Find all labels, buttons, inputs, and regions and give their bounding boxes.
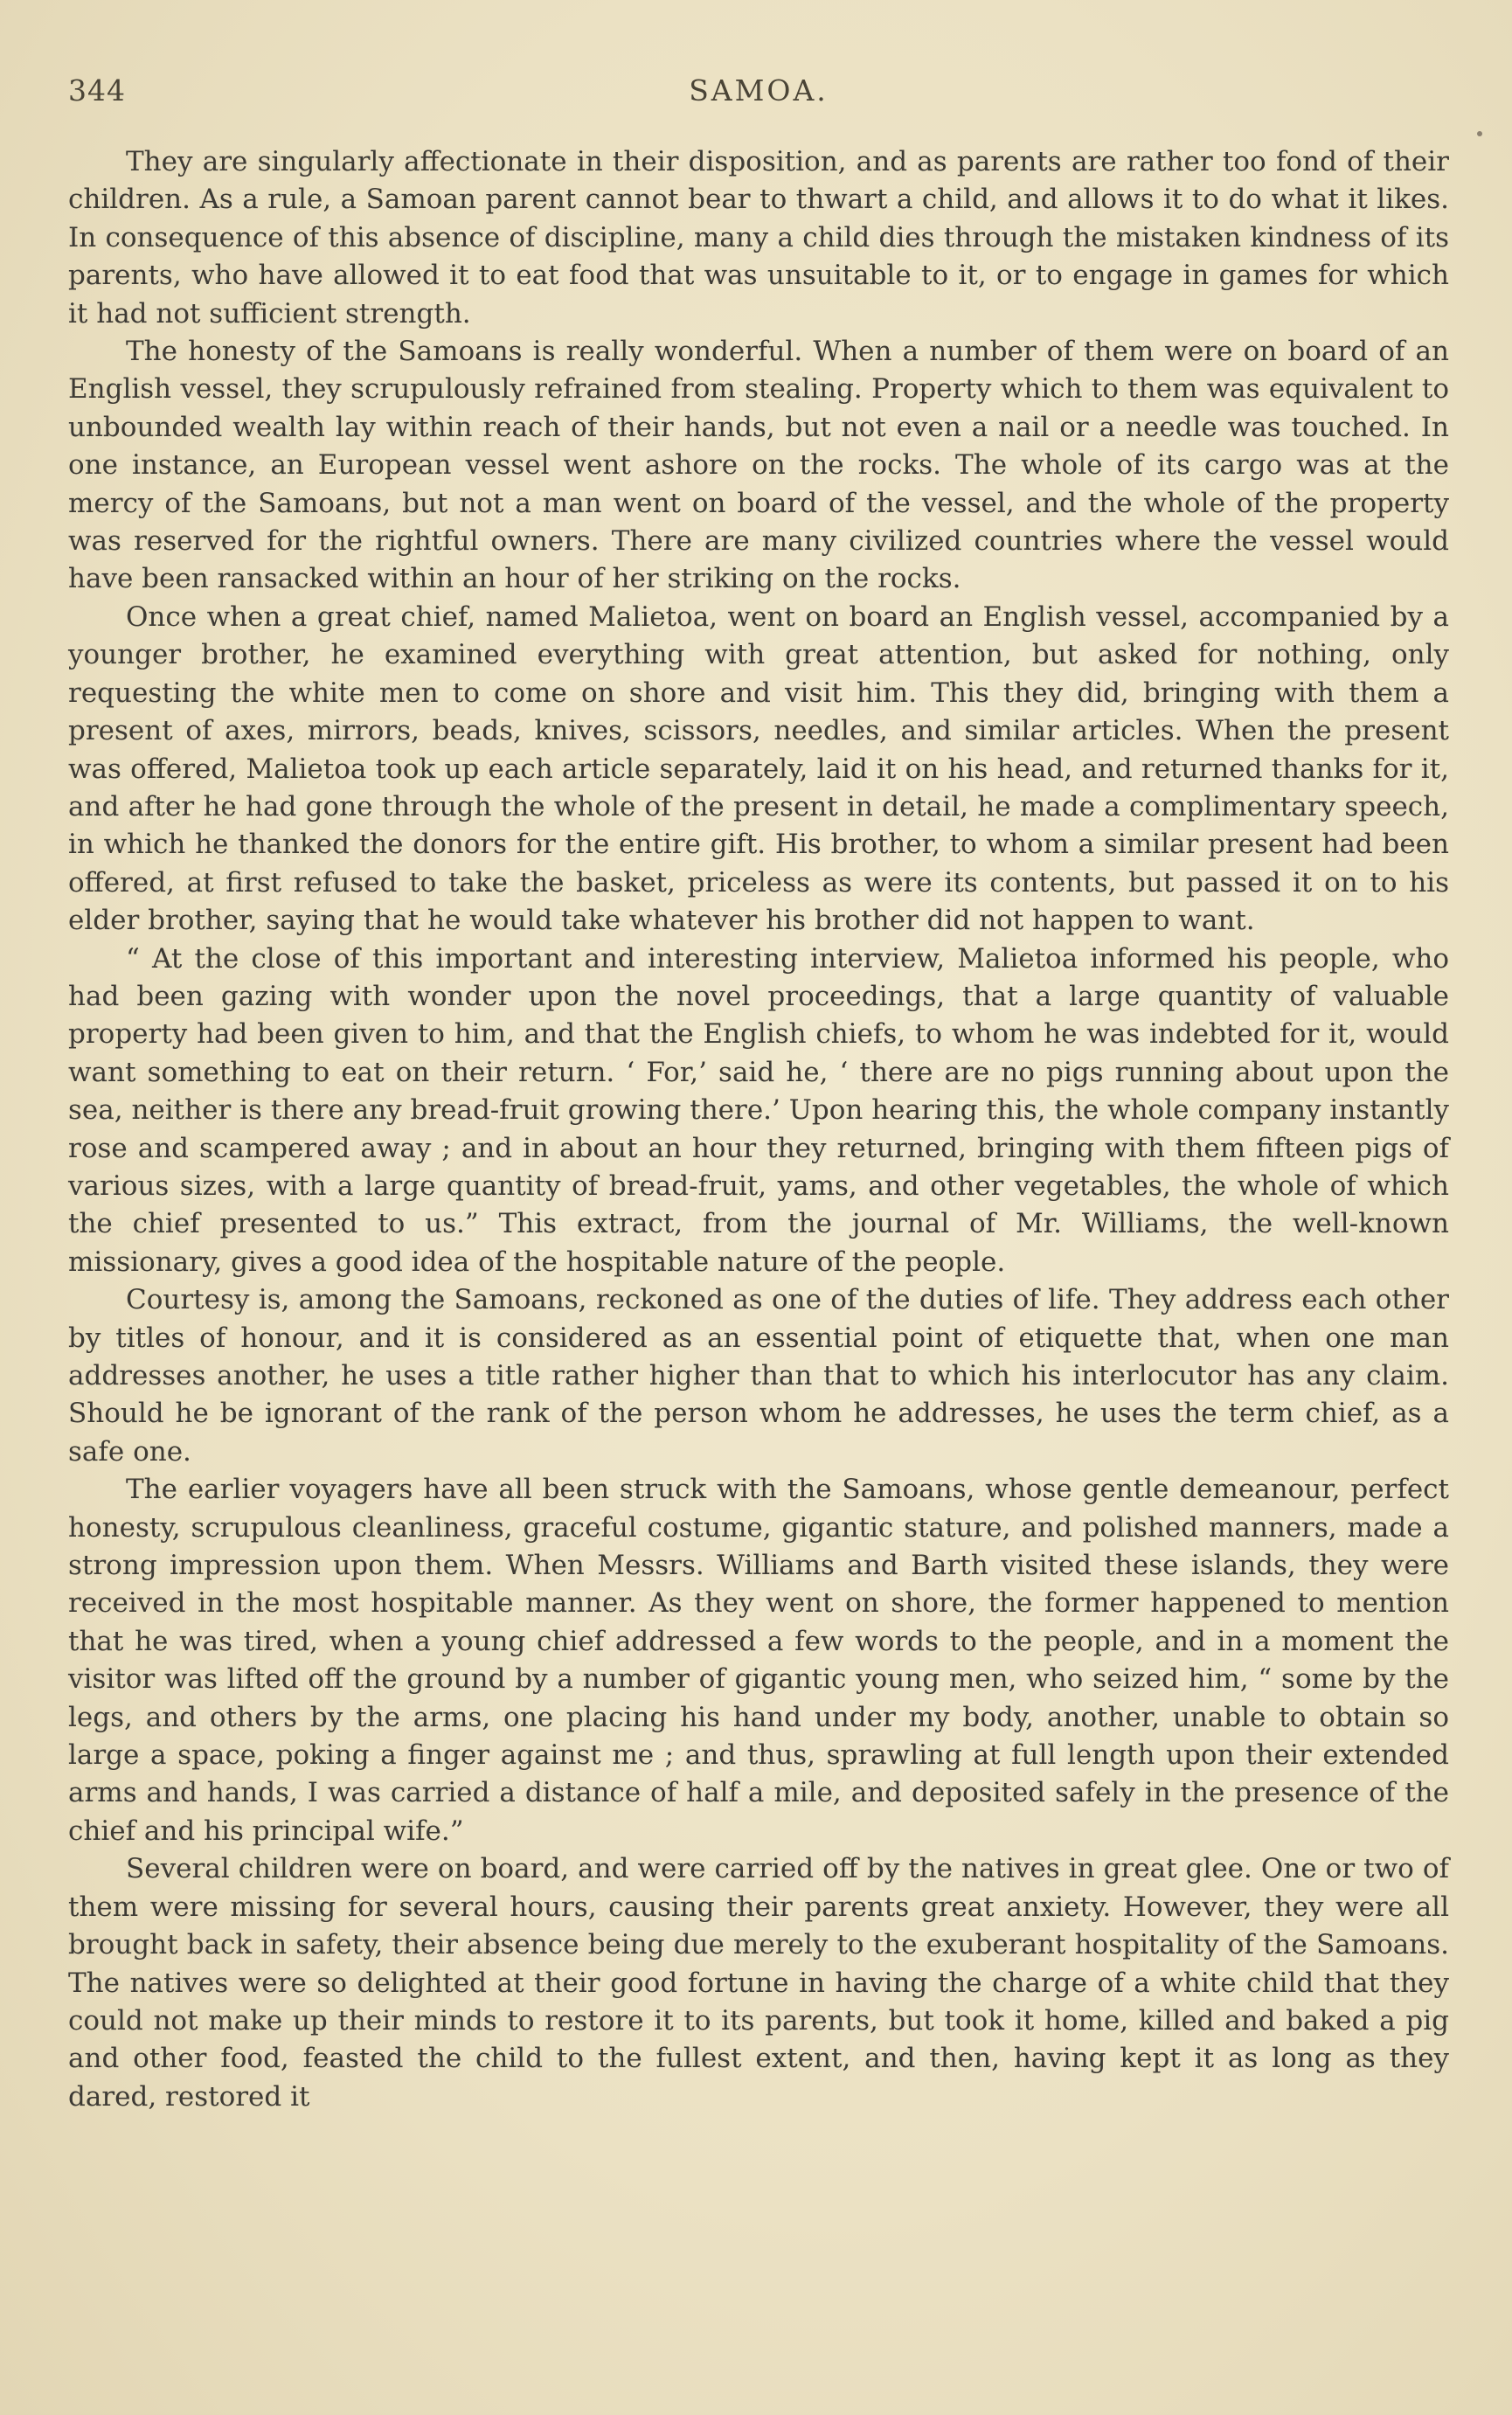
page-number: 344	[68, 73, 126, 108]
paragraph-affection: They are singularly affectionate in their disposition, and as parents are rather too fond of their children. As a rule, a Samoan parent cannot bear to thwart a child, and allows it to do what it likes. In consequence of this absence of discipline, many a child dies through the mistaken kindness of its parents, who have allowed it to eat food that was unsuitable to it, or to engage in games for which it had not sufficient strength.	[68, 146, 1449, 330]
paragraph-malietoa-visit: Once when a great chief, named Malietoa, went on board an English vessel, accompanied by a younger brother, he examined everything with great attention, but asked for nothing, only requesting the white men to come on shore and visit him. This they did, bringing with them a present of axes, mirrors, beads, knives, scissors, needles, and similar articles. When the present was offered, Malietoa took up each article separately, laid it on his head, and returned thanks for it, and after he had gone through the whole of the present in detail, he made a complimentary speech, in which he thanked the donors for the entire gift. His brother, to whom a similar present had been offered, at first refused to take the basket, priceless as were its contents, but passed it on to his elder brother, saying that he would take whatever his brother did not happen to want.	[68, 600, 1449, 937]
paragraph-children: Several children were on board, and were carried off by the natives in great glee. One or two of them were missing for several hours, causing their parents great anxiety. However, they were all brought back in safety, their absence being due merely to the exuberant hospitality of the Samoans. The natives were so delighted at their good fortune in having the charge of a white child that they could not make up their minds to restore it to its parents, but took it home, killed and baked a pig and other food, feasted the child to the fullest extent, and then, having kept it as long as they dared, restored it	[68, 1853, 1449, 2113]
paragraph-honesty: The honesty of the Samoans is really wonderful. When a number of them were on board of an English vessel, they scrupulously refrained from stealing. Property which to them was equivalent to unbounded wealth lay within reach of their hands, but not even a nail or a needle was touched. In one instance, an European vessel went ashore on the rocks. The whole of its cargo was at the mercy of the Samoans, but not a man went on board of the vessel, and the whole of the property was reserved for the rightful owners. There are many civilized countries where the vessel would have been ransacked within an hour of her striking on the rocks.	[68, 336, 1449, 595]
paragraph-earlier-voyagers: The earlier voyagers have all been struck with the Samoans, whose gentle demeanour, perfect honesty, scrupulous cleanliness, graceful costume, gigantic stature, and polished manners, made a strong impression upon them. When Messrs. Williams and Barth visited these islands, they were received in the most hospitable manner. As they went on shore, the former happened to mention that he was tired, when a young chief addressed a few words to the people, and in a moment the visitor was lifted off the ground by a number of gigantic young men, who seized him, “ some by the legs, and others by the arms, one placing his hand under my body, another, unable to obtain so large a space, poking a finger against me ; and thus, sprawling at full length upon their extended arms and hands, I was carried a distance of half a mile, and deposited safely in the presence of the chief and his principal wife.”	[68, 1474, 1449, 1847]
paper-speck	[1477, 131, 1482, 136]
paragraph-courtesy: Courtesy is, among the Samoans, reckoned as one of the duties of life. They address each other by titles of honour, and it is considered as an essential point of etiquette that, when one man addresses another, he uses a title rather higher than that to which his interlocutor has any claim. Should he be ignorant of the rank of the person whom he addresses, he uses the term chief, as a safe one.	[68, 1284, 1449, 1468]
body-text	[68, 143, 1449, 2116]
page-header	[68, 73, 1449, 119]
running-head: SAMOA.	[689, 73, 829, 108]
paragraph-quotation: “ At the close of this important and interesting interview, Malietoa informed his people, who had been gazing with wonder upon the novel proceedings, that a large quantity of valuable property had been given to him, and that the English chiefs, to whom he was indebted for it, would want something to eat on their return. ‘ For,’ said he, ‘ there are no pigs running about upon the sea, neither is there any bread-fruit growing there.’ Upon hearing this, the whole company instantly rose and scampered away ; and in about an hour they returned, bringing with them fifteen pigs of various sizes, with a large quantity of bread-fruit, yams, and other vegetables, the whole of which the chief presented to us.” This extract, from the journal of Mr. Williams, the well-known missionary, gives a good idea of the hospitable nature of the people.	[68, 942, 1449, 1278]
